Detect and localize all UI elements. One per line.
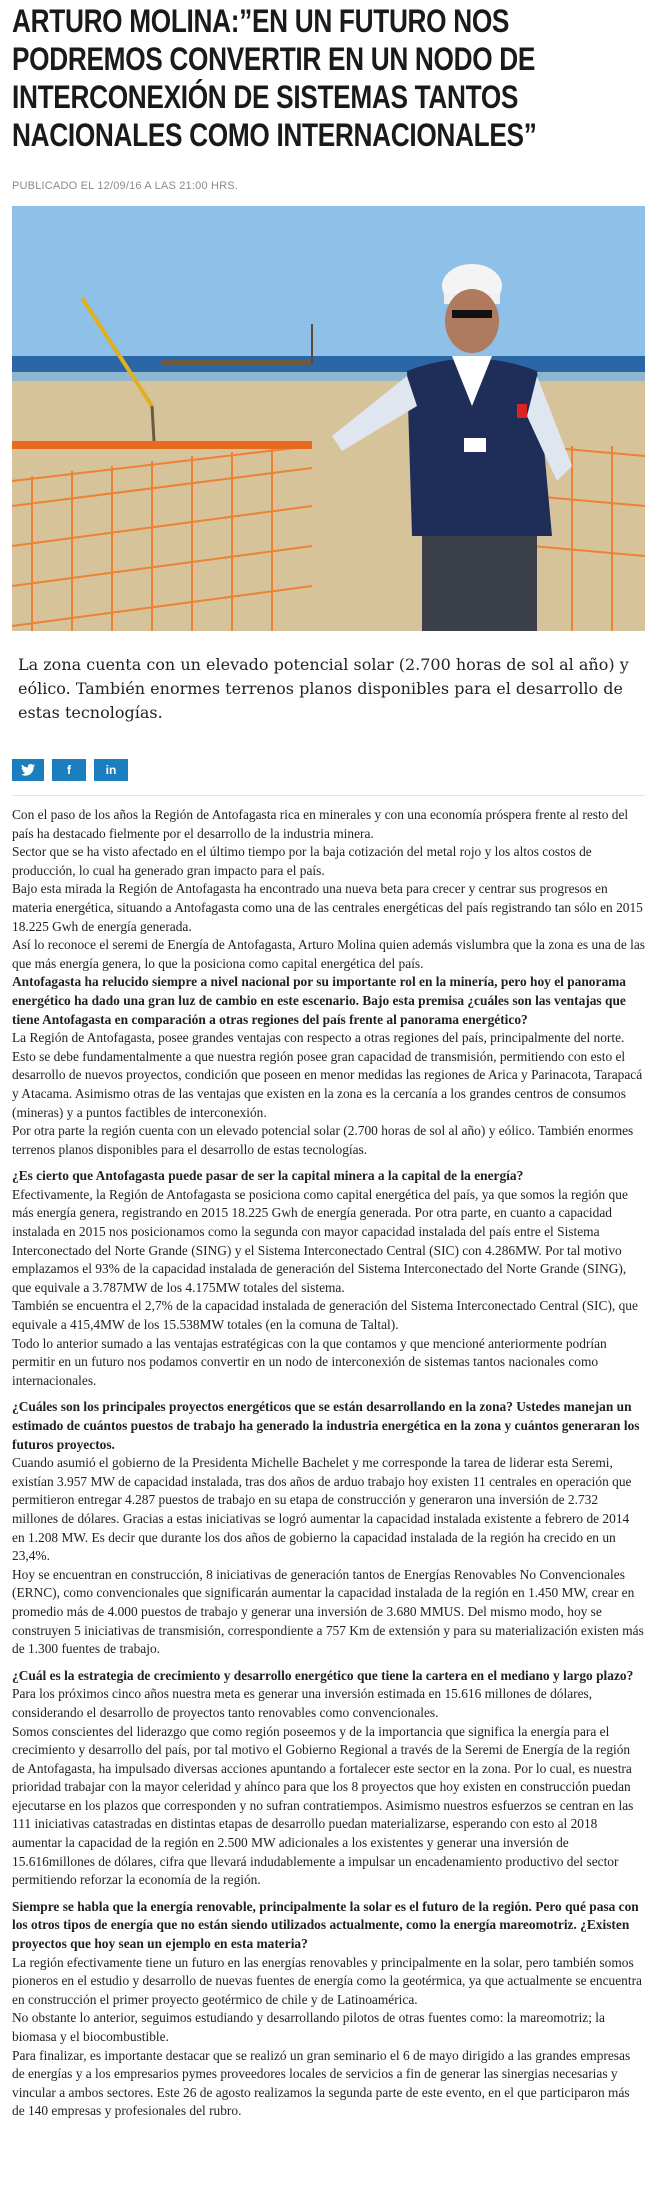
paragraph: Sector que se ha visto afectado en el último tiempo por la baja cotización del metal rojo y los altos costos de producción, lo cual ha generado gran impacto para el país. bbox=[12, 844, 592, 878]
question-text: Siempre se habla que la energía renovable, principalmente la solar es el futuro de la región. Pero qué pasa con los otros tipos de energía que no están siendo utilizados actualmente, como la energía mareomotriz. ¿Existen proyectos que hoy sean un ejemplo en esta materia? bbox=[12, 1898, 639, 1952]
published-date: PUBLICADO EL 12/09/16 A LAS 21:00 HRS. bbox=[12, 180, 239, 192]
facebook-share-button[interactable]: f bbox=[52, 759, 86, 781]
paragraph: Efectivamente, la Región de Antofagasta se posiciona como capital energética del país, ya que somos la región que más energía genera, registrando en 2015 18.225 Gwh de energía generada. Por otra parte, en cuanto a capacidad instalada en 2015 nos posicionamos como la segunda con mayor capacidad instalada del país entre el Sistema Interconectado del Norte Grande (SING) y el Sistema Interconectado Central (SIC) con 4.286MW. Por tal motivo emplazamos el 93% de la capacidad instalada de generación del Sistema Interconectado del Norte Grande (SING), que equivale a 3.787MW de los 4.175MW totales del sistema. bbox=[12, 1186, 628, 1295]
question bbox=[12, 1398, 645, 1454]
paragraph: Con el paso de los años la Región de Antofagasta rica en minerales y con una economía próspera frente al resto del país ha destacado fielmente por el desarrollo de la industria minera. bbox=[12, 807, 629, 841]
question-text: Antofagasta ha relucido siempre a nivel nacional por su importante rol en la minería, pero hoy el panorama energético ha dado una gran luz de cambio en este escenario. Bajo esta premisa ¿cuáles son las ventajas que tiene Antofagasta en comparación a otras regiones del país frente al panorama energético? bbox=[12, 974, 626, 1027]
paragraph: Para finalizar, es importante destacar que se realizó un gran seminario el 6 de mayo dirigido a las grandes empresas de energías y a los empresarios pymes proveedores locales de servicios a fin de generar las sinergias necesarias y vincular a ambos sectores. Este 26 de agosto realizamos la segunda parte de este evento, en el que participaron más de 140 empresas y profesionales del rubro. bbox=[12, 2047, 631, 2119]
paragraph: Somos conscientes del liderazgo que como región poseemos y de la importancia que significa la energía para el crecimiento y desarrollo del país, por tal motivo el Gobierno Regional a través de la Seremi de Energía de la región de Antofagasta, ha impulsado diversas acciones apuntando a fortalecer este sector en la zona. Por lo cual, es nuestra prioridad trabajar con la mayor celeridad y ahínco para que los 8 proyectos que hoy existen en construcción puedan ejecutarse en los plazos que corresponden y no sufran contratiempos. Asimismo nuestros esfuerzos se centran en las 111 iniciativas catastradas en distintas etapas de desarrollo puedan materializarse, esperando con esto al 2018 aumentar la capacidad de la región en 2.500 MW adicionales a los existentes y generar una inversión de 15.616millones de dólares, cifra que llevará indudablemente a impulsar un encadenamiento productivo del sector permitiendo reforzar la economía de la región. bbox=[12, 1723, 634, 1888]
question bbox=[12, 1167, 645, 1186]
paragraph: También se encuentra el 2,7% de la capacidad instalada de generación del Sistema Interconectado Central (SIC), que equivale a 415,4MW de los 15.538MW totales (en la comuna de Taltal). bbox=[12, 1298, 638, 1333]
paragraph: La región efectivamente tiene un futuro en las energías renovables y principalmente en la solar, pero también somos pioneros en el estudio y desarrollo de nuevas fuentes de energía como la geotérmica, ya que actualmente se encuentra en construcción el primer proyecto geotérmico de chile y de Latinoamérica. bbox=[12, 1954, 642, 2007]
paragraph: Bajo esta mirada la Región de Antofagasta ha encontrado una nueva beta para crecer y centrar sus progresos en materia energética, situando a Antofagasta como una de las centrales energéticas del país registrando tan sólo en 2015 18.225 Gwh de energía generada. bbox=[12, 881, 643, 934]
question-text: ¿Cuál es la estrategia de crecimiento y desarrollo energético que tiene la cartera en el mediano y largo plazo? bbox=[12, 1667, 634, 1683]
twitter-icon bbox=[21, 764, 35, 776]
twitter-share-button[interactable] bbox=[12, 759, 44, 781]
article-photo bbox=[12, 206, 645, 631]
paragraph: Cuando asumió el gobierno de la Presidenta Michelle Bachelet y me corresponde la tarea de liderar esta Seremi, existían 3.957 MW de capacidad instalada, tras dos años de arduo trabajo hoy existen 11 centrales en operación que permitieron entregar 4.287 puestos de trabajo en su etapa de construcción y generaron una inversión de 2.732 millones de dólares. Gracias a estas iniciativas se logró aumentar la capacidad instalada existente a febrero de 2014 en 1.208 MW. Es decir que durante los dos años de gobierno la capacidad instalada de la región ha crecido en un 23,4%. bbox=[12, 1455, 632, 1564]
question bbox=[12, 1667, 645, 1686]
paragraph: Para los próximos cinco años nuestra meta es generar una inversión estimada en 15.616 millones de dólares, considerando el desarrollo de proyectos tanto renovables como convencionales. bbox=[12, 1686, 593, 1720]
paragraph: Hoy se encuentran en construcción, 8 iniciativas de generación tantos de Energías Renovables No Convencionales (ERNC), como convencionales que significarán aumentar la capacidad instalada de la región en 1.450 MW, crear en promedio más de 4.000 puestos de trabajo y generar una inversión de 3.680 MMUS. Del mismo modo, hoy se construyen 5 iniciativas de transmisión, correspondiente a 757 Km de extensión y para su materialización existen más de 1.300 fuentes de trabajo. bbox=[12, 1566, 644, 1657]
share-bar bbox=[12, 759, 645, 781]
article-title: ARTURO MOLINA:”EN UN FUTURO NOS PODREMOS CONVERTIR EN UN NODO DE INTERCONEXIÓN DE SISTEMAS TANTOS NACIONALES COMO INTERNACIONALES” bbox=[12, 3, 537, 153]
paragraph: Así lo reconoce el seremi de Energía de Antofagasta, Arturo Molina quien además vislumbra que la zona es una de las que más energía genera, lo que la posiciona como capital energética del país. bbox=[12, 937, 646, 971]
divider bbox=[12, 795, 645, 796]
paragraph: No obstante lo anterior, seguimos estudiando y desarrollando pilotos de otras fuentes como: la mareomotriz; la biomasa y el biocombustible. bbox=[12, 2010, 605, 2044]
linkedin-share-button[interactable]: in bbox=[94, 759, 128, 781]
paragraph: Por otra parte la región cuenta con un elevado potencial solar (2.700 horas de sol al año) y eólico. También enormes terrenos planos disponibles para el desarrollo de estas tecnologías. bbox=[12, 1123, 634, 1157]
photo-illustration bbox=[12, 206, 645, 631]
question bbox=[12, 1898, 645, 1954]
paragraph: La Región de Antofagasta, posee grandes ventajas con respecto a otras regiones del país, principalmente del norte. Esto se debe fundamentalmente a que nuestra región posee gran capacidad de transmisión, permitiendo con esto el desarrollo de nuevos proyectos, condición que poseen en menor medidas las regiones de Arica y Parinacota, Tarapacá y Atacama. Asimismo otras de las ventajas que existen en la zona es la cercanía a los grandes centros de consumos (mineras) y a puntos factibles de interconexión. bbox=[12, 1030, 643, 1120]
article-body bbox=[12, 806, 645, 2121]
article-lede: La zona cuenta con un elevado potencial solar (2.700 horas de sol al año) y eólico. También enormes terrenos planos disponibles para el desarrollo de estas tecnologías. bbox=[18, 655, 629, 722]
question-text: ¿Es cierto que Antofagasta puede pasar de ser la capital minera a la capital de la energía? bbox=[12, 1168, 524, 1184]
article bbox=[12, 0, 645, 2121]
question-text: ¿Cuáles son los principales proyectos energéticos que se están desarrollando en la zona? Ustedes manejan un estimado de cuántos puestos de trabajo ha generado la industria energética en la zona y cuántos generaran los futuros proyectos. bbox=[12, 1399, 640, 1452]
question bbox=[12, 973, 645, 1029]
paragraph: Todo lo anterior sumado a las ventajas estratégicas con la que contamos y que mencioné anteriormente podrían permitir en un futuro nos podamos convertir en un nodo de interconexión de sistemas tantos nacionales como internacionales. bbox=[12, 1335, 607, 1388]
